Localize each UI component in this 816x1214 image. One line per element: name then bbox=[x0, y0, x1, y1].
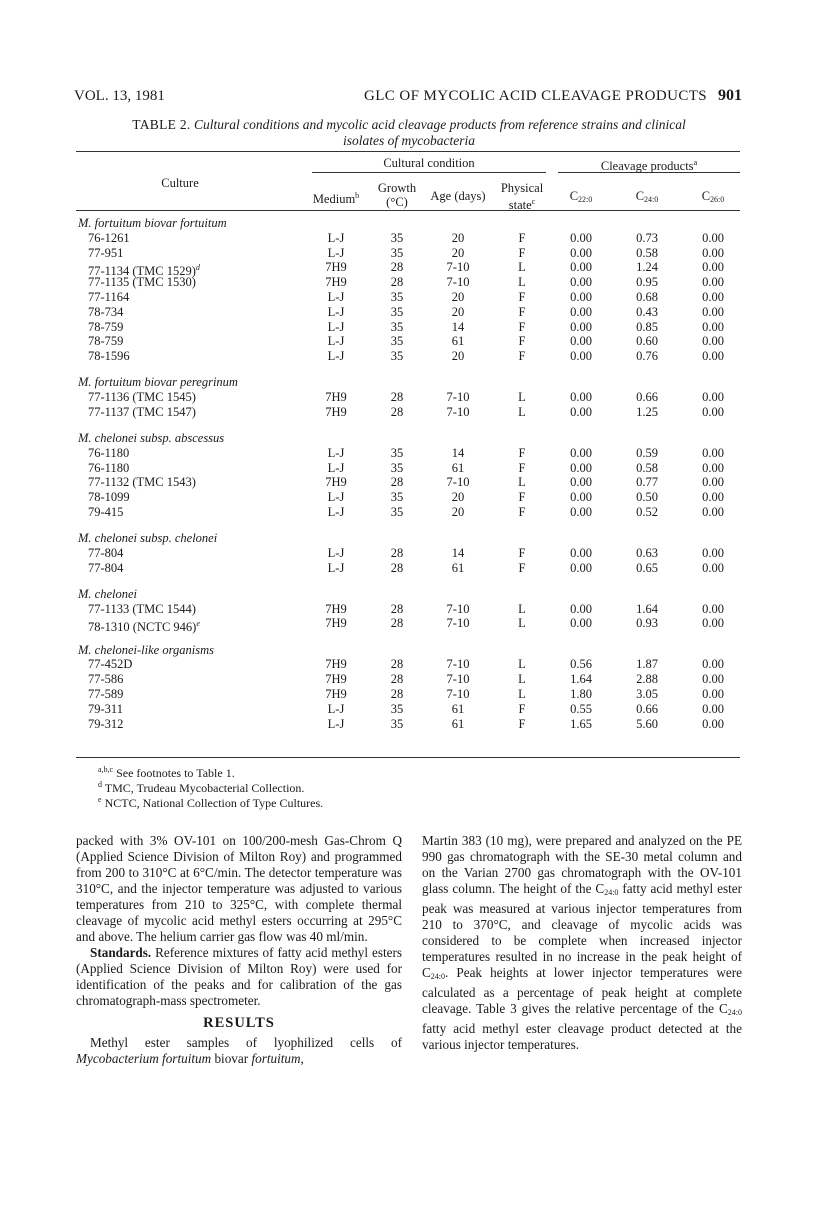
c26-cell: 0.00 bbox=[702, 319, 724, 334]
c26-cell: 0.00 bbox=[702, 560, 724, 575]
col-group-cultural: Cultural condition bbox=[383, 156, 475, 170]
culture-cell bbox=[88, 461, 129, 476]
c22-cell: 0.00 bbox=[570, 490, 592, 505]
state-cell: L bbox=[518, 260, 526, 275]
state-cell: F bbox=[518, 560, 526, 575]
culture-id: 77-1134 (TMC 1529) bbox=[88, 264, 196, 279]
culture-footnote-mark: e bbox=[196, 619, 200, 629]
c26-cell: 0.00 bbox=[702, 349, 724, 364]
table-caption bbox=[78, 117, 740, 149]
age-cell: 20 bbox=[451, 490, 465, 505]
c22-cell: 0.00 bbox=[570, 545, 592, 560]
state-cell: L bbox=[518, 672, 526, 687]
col-c24 bbox=[622, 189, 672, 207]
c24-cell: 0.66 bbox=[636, 701, 658, 716]
table-top-rule bbox=[76, 151, 740, 152]
culture-cell bbox=[88, 505, 123, 520]
state-cell: F bbox=[518, 290, 526, 304]
right-text-4: fatty acid methyl ester cleavage product detected at the various injector temperatures. bbox=[422, 1021, 742, 1052]
growth-cell: 35 bbox=[390, 304, 404, 319]
culture-cell bbox=[88, 275, 196, 290]
c24-cell: 0.52 bbox=[636, 505, 658, 519]
growth-cell: 35 bbox=[390, 490, 404, 505]
state-cell: F bbox=[518, 334, 526, 349]
culture-id: 77-804 bbox=[88, 545, 124, 560]
culture-id: 77-1135 (TMC 1530) bbox=[88, 275, 196, 290]
medium-cell: L-J bbox=[327, 290, 345, 304]
medium-cell: L-J bbox=[327, 545, 345, 560]
state-cell: F bbox=[518, 319, 526, 334]
c22-cell: 0.00 bbox=[570, 334, 592, 349]
growth-cell: 35 bbox=[390, 445, 404, 460]
culture-cell bbox=[88, 405, 196, 420]
growth-cell: 28 bbox=[390, 657, 404, 672]
c22-cell: 0.00 bbox=[570, 319, 592, 334]
col-c26 bbox=[688, 189, 738, 207]
age-cell: 61 bbox=[451, 334, 465, 349]
c22-cell: 0.00 bbox=[570, 390, 592, 405]
medium-cell: L-J bbox=[327, 460, 345, 475]
footnote-d bbox=[98, 780, 304, 796]
medium-cell: L-J bbox=[327, 304, 345, 319]
age-cell: 7-10 bbox=[446, 672, 470, 687]
results-text-b: Mycobacterium fortuitum bbox=[76, 1051, 212, 1066]
c24-cell: 0.77 bbox=[636, 475, 658, 490]
c24-cell: 0.58 bbox=[636, 245, 658, 260]
standards-paragraph bbox=[76, 945, 402, 1009]
c22-cell: 0.00 bbox=[570, 475, 592, 490]
age-cell: 20 bbox=[451, 290, 465, 304]
age-cell: 7-10 bbox=[446, 475, 470, 490]
age-cell: 7-10 bbox=[446, 275, 470, 290]
c26-cell: 0.00 bbox=[702, 490, 724, 505]
table-title-line2: isolates of mycobacteria bbox=[343, 133, 475, 148]
medium-cell: L-J bbox=[327, 334, 345, 349]
c22-cell: 0.00 bbox=[570, 560, 592, 575]
col-group-cleavage bbox=[558, 156, 740, 173]
c22-cell: 0.00 bbox=[570, 349, 592, 364]
col-growth-line2: (°C) bbox=[386, 195, 408, 209]
age-cell: 14 bbox=[451, 319, 465, 334]
methods-paragraph: packed with 3% OV-101 on 100/200-mesh Gas-Chrom Q (Applied Science Division of Milton Roy) and programmed from 200 to 310°C at 6°C/min. The detector temperature was 310°C, and the injector temperature was adjusted to various temperatures from 210 to 325°C, with complete thermal cleavage of mycolic acid methyl esters occurring at 295°C and above. The helium carrier gas flow was 40 ml/min. bbox=[76, 833, 402, 944]
state-cell: F bbox=[518, 490, 526, 505]
age-cell: 14 bbox=[451, 445, 465, 460]
c22-cell: 0.00 bbox=[570, 445, 592, 460]
growth-cell: 35 bbox=[390, 349, 404, 364]
growth-cell: 28 bbox=[390, 545, 404, 560]
c22-cell: 1.80 bbox=[570, 686, 592, 701]
age-cell: 7-10 bbox=[446, 601, 470, 616]
table-label: TABLE 2. bbox=[132, 117, 191, 132]
culture-cell bbox=[88, 305, 123, 320]
table-title-line1: Cultural conditions and mycolic acid cleavage products from reference strains and clinical bbox=[193, 117, 686, 132]
growth-cell: 28 bbox=[390, 475, 404, 490]
growth-cell: 28 bbox=[390, 616, 404, 631]
c22-cell: 0.00 bbox=[570, 505, 592, 519]
age-cell: 20 bbox=[451, 245, 465, 260]
c26-cell: 0.00 bbox=[702, 390, 724, 405]
col-c22-label: C bbox=[569, 189, 579, 203]
right-text-1: Martin 383 (10 mg), were prepared and analyzed on the PE 990 gas chromatograph with the SE-30 metal column and on the Varian 2700 gas chromatograph with the OV-101 glass column. The height of the C bbox=[422, 833, 742, 896]
culture-cell bbox=[88, 702, 123, 717]
culture-cell bbox=[88, 320, 123, 335]
culture-id: 78-759 bbox=[88, 334, 124, 349]
c26-cell: 0.00 bbox=[702, 601, 724, 616]
age-cell: 61 bbox=[451, 560, 465, 575]
culture-id: 77-586 bbox=[88, 672, 124, 687]
culture-id: 77-1133 (TMC 1544) bbox=[88, 601, 196, 616]
col-medium bbox=[308, 189, 364, 206]
state-cell: F bbox=[518, 716, 526, 731]
c24-cell: 1.24 bbox=[636, 260, 658, 275]
age-cell: 7-10 bbox=[446, 657, 470, 672]
culture-cell bbox=[88, 546, 123, 561]
standards-text: Reference mixtures of fatty acid methyl esters (Applied Science Division of Milton Roy) were used for identification of the peaks and for calibration of the gas chromatograph-mass spectrometer. bbox=[76, 945, 402, 1008]
medium-cell: 7H9 bbox=[325, 657, 347, 672]
culture-cell bbox=[88, 475, 196, 490]
c24-cell: 0.73 bbox=[636, 230, 658, 245]
growth-cell: 28 bbox=[390, 672, 404, 687]
culture-cell bbox=[88, 246, 123, 261]
state-cell: F bbox=[518, 245, 526, 260]
c24-cell: 0.60 bbox=[636, 334, 658, 349]
c22-cell: 0.00 bbox=[570, 230, 592, 245]
medium-cell: 7H9 bbox=[325, 404, 347, 419]
medium-cell: L-J bbox=[327, 230, 345, 245]
col-phys-line2: state bbox=[508, 198, 532, 213]
footnote-d-text: TMC, Trudeau Mycobacterial Collection. bbox=[102, 781, 305, 795]
age-cell: 7-10 bbox=[446, 404, 470, 419]
c24-cell: 5.60 bbox=[636, 716, 658, 731]
medium-cell: L-J bbox=[327, 716, 345, 731]
group-heading: M. chelonei subsp. abscessus bbox=[78, 431, 225, 445]
age-cell: 14 bbox=[451, 545, 465, 560]
col-phys-sup: c bbox=[531, 197, 536, 206]
c24-cell: 1.64 bbox=[636, 601, 658, 616]
c26-cell: 0.00 bbox=[702, 245, 724, 260]
c26-cell: 0.00 bbox=[702, 460, 724, 475]
medium-cell: 7H9 bbox=[325, 390, 347, 405]
culture-cell bbox=[88, 687, 123, 702]
c26-cell: 0.00 bbox=[702, 290, 724, 304]
culture-id: 77-1136 (TMC 1545) bbox=[88, 390, 196, 405]
growth-cell: 35 bbox=[390, 290, 404, 304]
medium-cell: 7H9 bbox=[325, 260, 347, 275]
age-cell: 7-10 bbox=[446, 390, 470, 405]
culture-id: 79-415 bbox=[88, 505, 124, 519]
col-age: Age (days) bbox=[430, 189, 486, 203]
culture-id: 78-734 bbox=[88, 304, 124, 319]
c26-cell: 0.00 bbox=[702, 230, 724, 245]
c22-cell: 0.00 bbox=[570, 601, 592, 616]
culture-id: 76-1180 bbox=[88, 445, 130, 460]
culture-id: 78-759 bbox=[88, 319, 124, 334]
culture-cell bbox=[88, 616, 200, 635]
age-cell: 7-10 bbox=[446, 260, 470, 275]
results-text-e: , bbox=[300, 1051, 304, 1066]
growth-cell: 28 bbox=[390, 275, 404, 290]
footnote-abc-mark: a,b,c bbox=[98, 765, 114, 774]
culture-id: 77-1132 (TMC 1543) bbox=[88, 475, 196, 490]
growth-cell: 35 bbox=[390, 460, 404, 475]
c24-cell: 0.68 bbox=[636, 290, 658, 304]
growth-cell: 28 bbox=[390, 686, 404, 701]
medium-cell: L-J bbox=[327, 319, 345, 334]
state-cell: F bbox=[518, 445, 526, 460]
col-growth-line1: Growth bbox=[377, 181, 417, 195]
culture-cell bbox=[88, 231, 130, 246]
medium-cell: 7H9 bbox=[325, 275, 347, 290]
state-cell: F bbox=[518, 701, 526, 716]
growth-cell: 35 bbox=[390, 334, 404, 349]
growth-cell: 35 bbox=[390, 505, 404, 519]
c26-cell: 0.00 bbox=[702, 304, 724, 319]
age-cell: 61 bbox=[451, 460, 465, 475]
c24-cell: 0.65 bbox=[636, 560, 658, 575]
c24-cell: 2.88 bbox=[636, 672, 658, 687]
c22-cell: 0.00 bbox=[570, 404, 592, 419]
c22-cell: 1.64 bbox=[570, 672, 592, 687]
c24-cell: 0.63 bbox=[636, 545, 658, 560]
c22-cell: 0.00 bbox=[570, 260, 592, 275]
culture-cell bbox=[88, 602, 196, 617]
c26-cell: 0.00 bbox=[702, 445, 724, 460]
medium-cell: L-J bbox=[327, 490, 345, 505]
col-phys-line1: Physical bbox=[500, 181, 544, 195]
growth-cell: 35 bbox=[390, 230, 404, 245]
state-cell: L bbox=[518, 275, 526, 290]
age-cell: 20 bbox=[451, 304, 465, 319]
col-c22 bbox=[556, 189, 606, 207]
results-text-d: fortuitum bbox=[251, 1051, 301, 1066]
culture-id: 76-1180 bbox=[88, 460, 130, 475]
right-paragraph bbox=[422, 833, 742, 1053]
age-cell: 20 bbox=[451, 230, 465, 245]
c26-cell: 0.00 bbox=[702, 701, 724, 716]
c22-cell: 0.56 bbox=[570, 657, 592, 672]
col-c26-label: C bbox=[701, 189, 711, 203]
col-culture: Culture bbox=[161, 176, 199, 190]
c26-cell: 0.00 bbox=[702, 260, 724, 275]
growth-cell: 35 bbox=[390, 245, 404, 260]
state-cell: F bbox=[518, 505, 526, 519]
c22-cell: 0.00 bbox=[570, 616, 592, 631]
state-cell: L bbox=[518, 601, 526, 616]
table-header-rule bbox=[76, 210, 740, 211]
c22-cell: 0.00 bbox=[570, 304, 592, 319]
col-c22-sub: 22:0 bbox=[578, 195, 593, 204]
culture-id: 77-589 bbox=[88, 686, 124, 701]
state-cell: F bbox=[518, 545, 526, 560]
age-cell: 61 bbox=[451, 701, 465, 716]
group-heading: M. chelonei bbox=[78, 586, 138, 601]
age-cell: 20 bbox=[451, 505, 465, 519]
group-heading: M. fortuitum biovar fortuitum bbox=[78, 216, 227, 230]
growth-cell: 28 bbox=[390, 404, 404, 419]
footnote-e-mark: e bbox=[98, 795, 102, 804]
state-cell: L bbox=[518, 686, 526, 701]
results-paragraph bbox=[76, 1035, 402, 1067]
c24-cell: 0.66 bbox=[636, 390, 658, 405]
state-cell: F bbox=[518, 304, 526, 319]
growth-cell: 28 bbox=[390, 601, 404, 616]
col-c24-sub: 24:0 bbox=[644, 195, 659, 204]
state-cell: F bbox=[518, 460, 526, 475]
col-growth bbox=[370, 181, 424, 209]
culture-id: 78-1310 (NCTC 946) bbox=[88, 620, 197, 635]
results-text-c: biovar bbox=[211, 1051, 252, 1066]
c26-cell: 0.00 bbox=[702, 404, 724, 419]
col-c26-sub: 26:0 bbox=[710, 195, 725, 204]
col-medium-label: Medium bbox=[312, 192, 356, 207]
right-text-3: . Peak heights at lower injector temperatures were calculated as a percentage of peak height at complete cleavage. Table 3 gives the relative percentage of the C bbox=[422, 965, 742, 1016]
col-group-cleavage-label: Cleavage products bbox=[600, 159, 694, 174]
table-bottom-rule bbox=[76, 757, 740, 758]
col-group-cleavage-sup: a bbox=[693, 158, 698, 167]
medium-cell: 7H9 bbox=[325, 686, 347, 701]
standards-heading: Standards. bbox=[90, 945, 152, 960]
results-text-a: Methyl ester samples of lyophilized cells of bbox=[90, 1035, 402, 1050]
c24-cell: 0.93 bbox=[636, 616, 658, 631]
culture-cell bbox=[88, 657, 132, 672]
state-cell: F bbox=[518, 349, 526, 364]
medium-cell: L-J bbox=[327, 349, 345, 364]
age-cell: 7-10 bbox=[446, 616, 470, 631]
group-heading: M. chelonei-like organisms bbox=[78, 642, 214, 657]
state-cell: L bbox=[518, 390, 526, 405]
culture-footnote-mark: d bbox=[195, 263, 200, 273]
c24-cell: 1.87 bbox=[636, 657, 658, 672]
culture-cell bbox=[88, 717, 123, 732]
c24-cell: 0.85 bbox=[636, 319, 658, 334]
c24-cell: 0.95 bbox=[636, 275, 658, 290]
c22-cell: 1.65 bbox=[570, 716, 592, 731]
growth-cell: 28 bbox=[390, 560, 404, 575]
growth-cell: 28 bbox=[390, 260, 404, 275]
growth-cell: 28 bbox=[390, 390, 404, 405]
c24-cell: 0.50 bbox=[636, 490, 658, 505]
results-heading: RESULTS bbox=[203, 1015, 275, 1031]
col-medium-sup: b bbox=[355, 191, 360, 200]
state-cell: L bbox=[518, 475, 526, 490]
medium-cell: 7H9 bbox=[325, 601, 347, 616]
c26-cell: 0.00 bbox=[702, 686, 724, 701]
age-cell: 7-10 bbox=[446, 686, 470, 701]
culture-cell bbox=[88, 334, 123, 349]
volume-label: VOL. 13, 1981 bbox=[74, 88, 165, 104]
medium-cell: 7H9 bbox=[325, 672, 347, 687]
culture-id: 79-311 bbox=[88, 701, 123, 716]
right-sub-3: 24:0 bbox=[727, 1008, 742, 1017]
c22-cell: 0.00 bbox=[570, 460, 592, 475]
c26-cell: 0.00 bbox=[702, 275, 724, 290]
group-heading: M. chelonei subsp. chelonei bbox=[78, 531, 218, 546]
cultural-condition-rule bbox=[312, 172, 546, 173]
c26-cell: 0.00 bbox=[702, 616, 724, 631]
culture-id: 78-1099 bbox=[88, 490, 130, 505]
right-sub-1: 24:0 bbox=[604, 888, 619, 897]
right-column bbox=[422, 833, 742, 1053]
medium-cell: L-J bbox=[327, 560, 345, 575]
c22-cell: 0.00 bbox=[570, 290, 592, 304]
state-cell: L bbox=[518, 404, 526, 419]
medium-cell: L-J bbox=[327, 445, 345, 460]
c26-cell: 0.00 bbox=[702, 334, 724, 349]
c26-cell: 0.00 bbox=[702, 505, 724, 519]
c26-cell: 0.00 bbox=[702, 716, 724, 731]
c22-cell: 0.00 bbox=[570, 275, 592, 290]
medium-cell: L-J bbox=[327, 701, 345, 716]
c26-cell: 0.00 bbox=[702, 475, 724, 490]
growth-cell: 35 bbox=[390, 716, 404, 731]
footnote-abc bbox=[98, 765, 235, 781]
culture-id: 77-951 bbox=[88, 245, 124, 260]
growth-cell: 35 bbox=[390, 701, 404, 716]
c24-cell: 0.59 bbox=[636, 445, 658, 460]
left-column bbox=[76, 833, 402, 1067]
running-header bbox=[74, 88, 742, 108]
c24-cell: 0.76 bbox=[636, 349, 658, 364]
medium-cell: L-J bbox=[327, 245, 345, 260]
c24-cell: 1.25 bbox=[636, 404, 658, 419]
footnote-d-mark: d bbox=[98, 780, 102, 789]
page-number: 901 bbox=[718, 87, 742, 104]
footnote-e-text: NCTC, National Collection of Type Cultures. bbox=[101, 796, 324, 810]
culture-cell bbox=[88, 672, 123, 687]
c24-cell: 3.05 bbox=[636, 686, 658, 701]
growth-cell: 35 bbox=[390, 319, 404, 334]
age-cell: 61 bbox=[451, 716, 465, 731]
medium-cell: L-J bbox=[327, 505, 345, 519]
col-physical-state bbox=[494, 181, 550, 212]
running-title: GLC OF MYCOLIC ACID CLEAVAGE PRODUCTS bbox=[364, 88, 708, 104]
state-cell: F bbox=[518, 230, 526, 245]
culture-cell bbox=[88, 390, 196, 405]
state-cell: L bbox=[518, 616, 526, 631]
footnote-e bbox=[98, 795, 323, 811]
group-heading: M. fortuitum biovar peregrinum bbox=[78, 375, 238, 390]
right-sub-2: 24:0 bbox=[430, 972, 446, 981]
c22-cell: 0.00 bbox=[570, 245, 592, 260]
c26-cell: 0.00 bbox=[702, 672, 724, 687]
culture-id: 76-1261 bbox=[88, 230, 130, 245]
culture-id: 77-804 bbox=[88, 560, 124, 575]
culture-cell bbox=[88, 349, 130, 364]
medium-cell: 7H9 bbox=[325, 475, 347, 490]
col-c24-label: C bbox=[635, 189, 645, 203]
age-cell: 20 bbox=[451, 349, 465, 364]
c24-cell: 0.43 bbox=[636, 304, 658, 319]
c22-cell: 0.55 bbox=[570, 701, 592, 716]
culture-cell bbox=[88, 561, 123, 576]
culture-cell bbox=[88, 446, 129, 461]
culture-cell bbox=[88, 290, 129, 305]
c26-cell: 0.00 bbox=[702, 545, 724, 560]
culture-id: 77-1164 bbox=[88, 290, 130, 304]
right-text-2: fatty acid methyl ester peak was measured at various injector temperatures from 210 to 370°C, and cleavage of mycolic acids was considered to be complete when increased injector temperatures resulted in no increase in the peak height of C bbox=[422, 881, 742, 980]
culture-id: 79-312 bbox=[88, 716, 124, 731]
medium-cell: 7H9 bbox=[325, 616, 347, 631]
culture-id: 77-1137 (TMC 1547) bbox=[88, 404, 196, 419]
footnote-abc-text: See footnotes to Table 1. bbox=[113, 766, 235, 780]
c26-cell: 0.00 bbox=[702, 657, 724, 672]
state-cell: L bbox=[518, 657, 526, 672]
culture-id: 78-1596 bbox=[88, 349, 130, 364]
culture-id: 77-452D bbox=[88, 657, 133, 672]
culture-cell bbox=[88, 490, 130, 505]
c24-cell: 0.58 bbox=[636, 460, 658, 475]
